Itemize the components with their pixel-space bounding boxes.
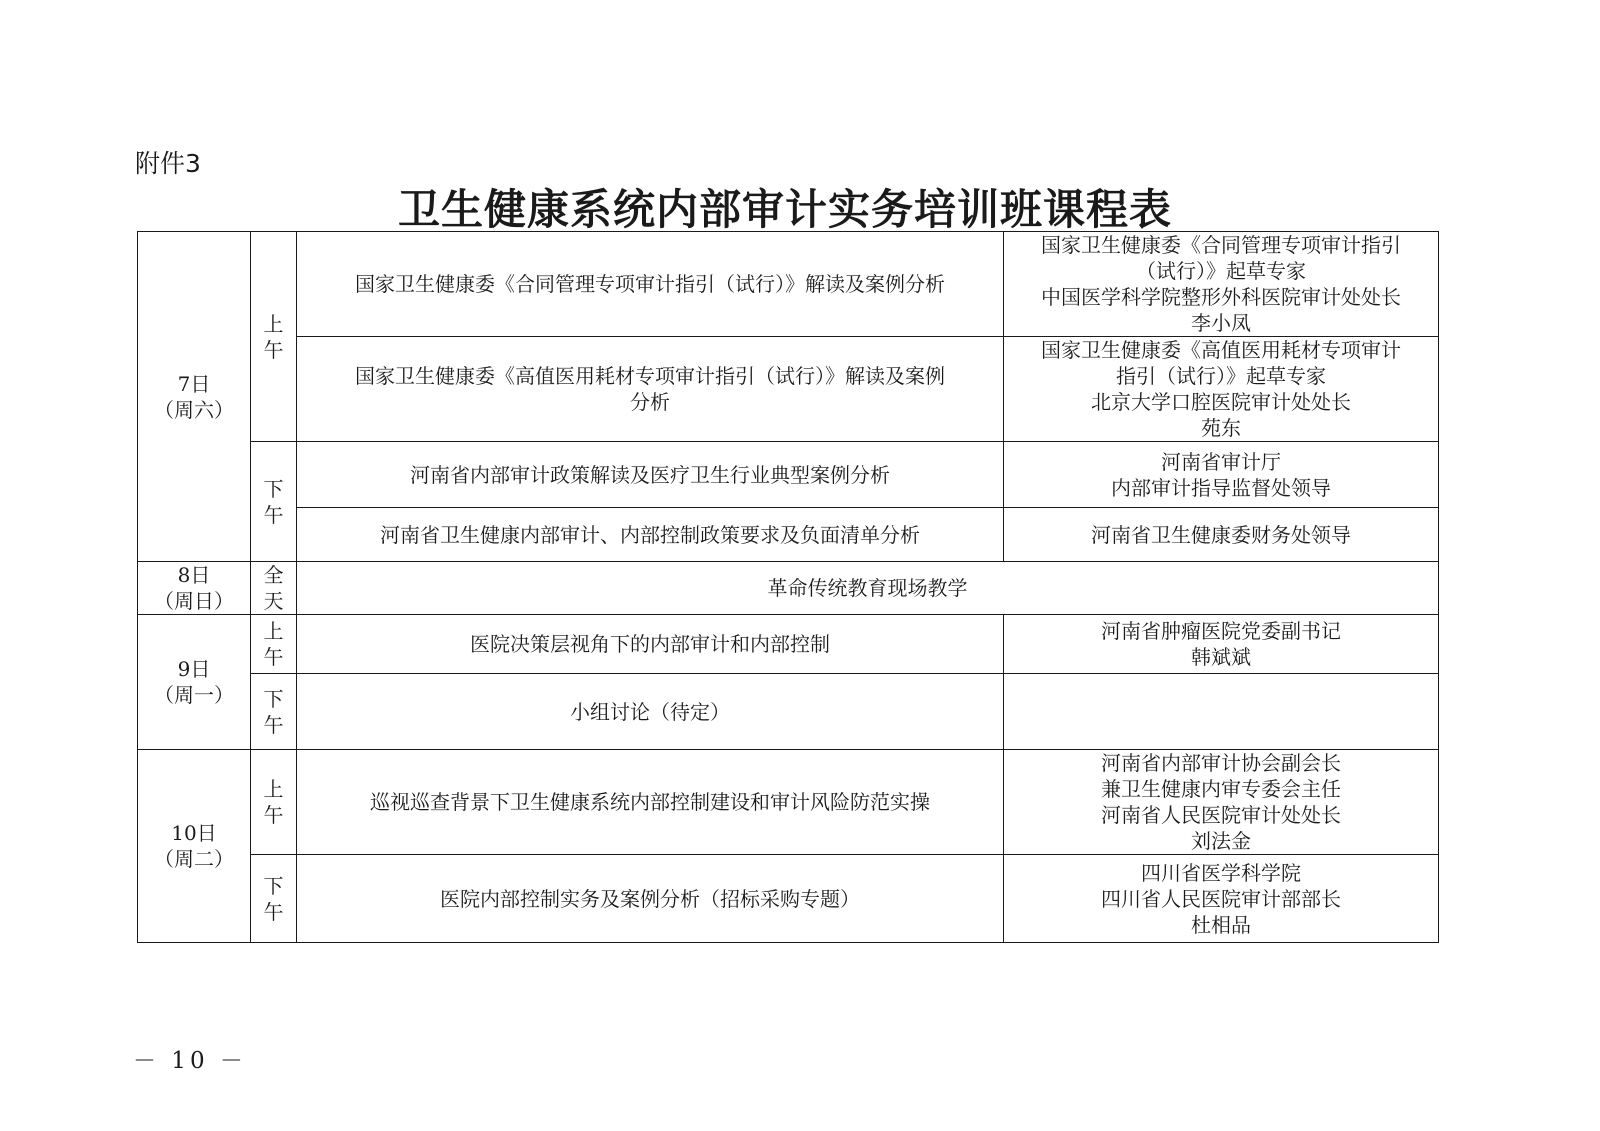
topic-cell — [297, 615, 1004, 674]
table-row — [138, 615, 1439, 674]
topic-text: 河南省内部审计政策解读及医疗卫生行业典型案例分析 — [410, 462, 890, 487]
topic-text: 医院决策层视角下的内部审计和内部控制 — [470, 632, 830, 656]
table-row — [138, 562, 1439, 615]
period-cell-afternoon — [251, 674, 297, 750]
date-label: 8日 — [177, 563, 211, 587]
table-row — [138, 442, 1439, 508]
period-label: 上午 — [263, 777, 284, 827]
table-row — [138, 855, 1439, 943]
table-row — [138, 232, 1439, 337]
date-label: 9日 — [177, 657, 211, 681]
weekday-label: （周日） — [154, 589, 234, 613]
period-cell-morning — [251, 750, 297, 855]
speaker-line: 国家卫生健康委《高值医用耗材专项审计 — [1041, 338, 1401, 362]
speaker-name: 杜相品 — [1191, 912, 1251, 937]
date-cell-day-10 — [138, 750, 251, 943]
speaker-cell — [1004, 232, 1439, 337]
speaker-cell — [1004, 337, 1439, 442]
speaker-line: 河南省内部审计协会副会长 — [1101, 751, 1341, 775]
speaker-line: 四川省人民医院审计部部长 — [1101, 886, 1341, 911]
speaker-line: 河南省审计厅 — [1161, 449, 1281, 474]
period-label: 上午 — [263, 311, 284, 362]
topic-text: 革命传统教育现场教学 — [767, 576, 968, 600]
period-cell-morning — [251, 232, 297, 442]
period-label: 下午 — [263, 476, 284, 527]
period-label: 下午 — [263, 873, 284, 924]
attachment-label: 附件3 — [135, 149, 201, 178]
period-label: 上午 — [263, 619, 284, 669]
speaker-cell — [1004, 615, 1439, 674]
date-label: 7日 — [177, 371, 211, 396]
weekday-label: （周六） — [154, 397, 234, 422]
speaker-name: 苑东 — [1201, 416, 1241, 440]
period-cell-afternoon — [251, 442, 297, 562]
speaker-name: 韩斌斌 — [1191, 645, 1251, 669]
topic-cell — [297, 855, 1004, 943]
speaker-cell — [1004, 508, 1439, 562]
topic-cell — [297, 442, 1004, 508]
document-title: 卫生健康系统内部审计实务培训班课程表 — [397, 185, 1172, 234]
speaker-line: 北京大学口腔医院审计处处长 — [1091, 390, 1351, 414]
weekday-label: （周二） — [154, 847, 234, 871]
topic-cell — [297, 232, 1004, 337]
speaker-line: 兼卫生健康内审专委会主任 — [1101, 777, 1341, 801]
period-label: 全天 — [263, 563, 284, 613]
speaker-line: 河南省卫生健康委财务处领导 — [1091, 522, 1351, 547]
topic-text: 小组讨论（待定） — [570, 699, 730, 724]
topic-cell — [297, 562, 1439, 615]
topic-text: 河南省卫生健康内部审计、内部控制政策要求及负面清单分析 — [380, 522, 920, 547]
speaker-line: 国家卫生健康委《合同管理专项审计指引 — [1041, 233, 1401, 257]
table-row — [138, 508, 1439, 562]
course-schedule-table — [137, 231, 1439, 943]
date-cell-day-8 — [138, 562, 251, 615]
topic-text: 医院内部控制实务及案例分析（招标采购专题） — [440, 886, 860, 911]
topic-text: 国家卫生健康委《合同管理专项审计指引（试行）》解读及案例分析 — [355, 272, 945, 296]
period-cell-morning — [251, 615, 297, 674]
table-row — [138, 750, 1439, 855]
date-label: 10日 — [171, 821, 217, 845]
speaker-name: 李小凤 — [1191, 311, 1251, 335]
topic-cell — [297, 337, 1004, 442]
speaker-line: 河南省肿瘤医院党委副书记 — [1101, 619, 1341, 643]
speaker-line: 四川省医学科学院 — [1141, 860, 1301, 885]
speaker-line: 河南省人民医院审计处处长 — [1101, 803, 1341, 827]
speaker-line: 内部审计指导监督处领导 — [1111, 475, 1331, 500]
period-cell-all-day — [251, 562, 297, 615]
date-cell-day-9 — [138, 615, 251, 750]
speaker-cell-empty — [1004, 674, 1439, 750]
table-row — [138, 337, 1439, 442]
speaker-line: 指引（试行）》起草专家 — [1116, 364, 1326, 388]
table-row — [138, 674, 1439, 750]
speaker-line: （试行）》起草专家 — [1136, 259, 1306, 283]
weekday-label: （周一） — [154, 683, 234, 707]
topic-cell — [297, 508, 1004, 562]
speaker-cell — [1004, 750, 1439, 855]
period-cell-afternoon — [251, 855, 297, 943]
topic-text: 巡视巡查背景下卫生健康系统内部控制建设和审计风险防范实操 — [370, 790, 930, 814]
topic-cell — [297, 674, 1004, 750]
period-label: 下午 — [263, 686, 284, 737]
speaker-line: 中国医学科学院整形外科医院审计处处长 — [1041, 285, 1401, 309]
date-cell-day-7 — [138, 232, 251, 562]
topic-text: 分析 — [630, 390, 670, 414]
topic-text: 国家卫生健康委《高值医用耗材专项审计指引（试行）》解读及案例 — [355, 364, 945, 388]
page-number: － 10 － — [133, 1048, 247, 1074]
speaker-name: 刘法金 — [1191, 829, 1251, 853]
speaker-cell — [1004, 442, 1439, 508]
speaker-cell — [1004, 855, 1439, 943]
topic-cell — [297, 750, 1004, 855]
